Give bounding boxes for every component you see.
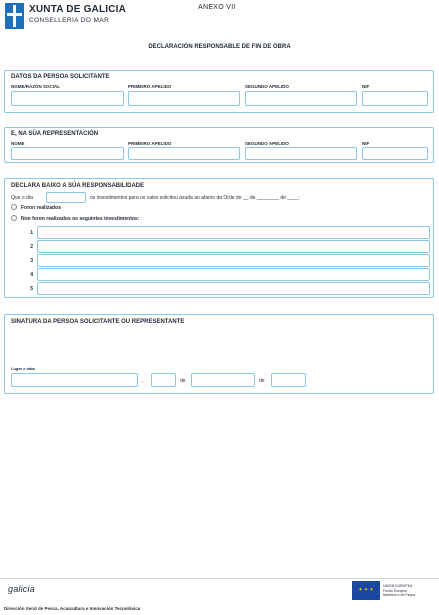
label-nome: NOME/RAZÓN SOCIAL [11,84,60,89]
eu-stars-icon: ✦ ✦ ✦ [358,587,374,593]
input-rep-segundo-apelido[interactable] [245,147,357,160]
text-que-o-dia: Que o día [11,195,33,201]
input-investment-2[interactable] [37,240,430,253]
section-title-solicitante: DATOS DA PERSOA SOLICITANTE [11,74,110,80]
text-comma: , [142,378,144,384]
annex-label: ANEXO VII [198,4,236,11]
label-nif: NIF [362,84,370,89]
input-segundo-apelido[interactable] [245,91,357,106]
section-title-declara: DECLARA BAIXO A SÚA RESPONSABILIDADE [11,183,145,189]
eu-text-line1: UNIÓN EUROPEA [383,584,413,588]
eu-text-line3: Marítimo e de Pesca [383,593,416,597]
row-number-1: 1 [30,230,33,236]
footer-divider [0,578,439,579]
section-representacion [4,127,434,163]
eu-text-line2: Fondo Europeo [383,588,408,593]
row-number-3: 3 [30,258,33,264]
label-rep-segundo-apelido: SEGUNDO APELIDO [245,141,289,146]
input-ano-sinatura[interactable] [271,373,306,387]
brand-title: XUNTA DE GALICIA [29,4,127,15]
label-segundo-apelido: SEGUNDO APELIDO [245,84,289,89]
row-number-2: 2 [30,244,33,250]
input-investment-5[interactable] [37,282,430,295]
label-foron-realizados: Foron realizados [21,205,62,211]
section-declara [4,178,434,298]
input-nome[interactable] [11,91,124,106]
input-investment-4[interactable] [37,268,430,281]
galicia-logo: galicia [8,584,35,594]
brand-subtitle: CONSELLERIA DO MAR [29,17,110,24]
label-rep-nome: NOME [11,141,25,146]
input-lugar[interactable] [11,373,138,387]
section-sinatura [4,314,434,394]
input-mes-sinatura[interactable] [191,373,255,387]
logo-cross-vertical [13,5,16,27]
text-declara-sentence: os investimentos para os cales solicitou axuda ao abeiro da Orde do __ de ________ de ____: [90,195,300,201]
eu-flag-icon [352,581,380,600]
input-dia[interactable] [46,192,86,203]
input-dia-sinatura[interactable] [151,373,176,387]
text-de-1: de [180,378,186,384]
row-number-5: 5 [30,286,33,292]
logo-cross-horizontal [7,13,22,16]
section-title-representacion: E, NA SÚA REPRESENTACIÓN [11,131,99,137]
radio-non-foron-realizados[interactable] [11,215,17,221]
section-title-sinatura: SINATURA DA PERSOA SOLICITANTE OU REPRESENTANTE [11,319,185,325]
input-nif[interactable] [362,91,428,106]
document-title: DECLARACIÓN RESPONSABLE DE FIN DE OBRA [148,44,291,50]
input-rep-nome[interactable] [11,147,124,160]
row-number-4: 4 [30,272,33,278]
input-rep-nif[interactable] [362,147,428,160]
footer-direccion: Dirección Xeral de Pesca, Acuicultura e Innovación Tecnolóxica [4,606,141,611]
label-lugar-data: Lugar e data [11,366,35,371]
input-primeiro-apelido[interactable] [128,91,240,106]
text-de-2: de [259,378,265,384]
eu-fund-text [383,584,415,598]
label-primeiro-apelido: PRIMEIRO APELIDO [128,84,172,89]
section-solicitante [4,70,434,113]
radio-foron-realizados[interactable] [11,204,17,210]
xunta-logo-icon [5,3,24,29]
label-non-foron-realizados: Non foron realizados os seguintes investimentos: [21,216,140,222]
label-rep-primeiro-apelido: PRIMEIRO APELIDO [128,141,172,146]
input-rep-primeiro-apelido[interactable] [128,147,240,160]
input-investment-1[interactable] [37,226,430,239]
input-investment-3[interactable] [37,254,430,267]
label-rep-nif: NIF [362,141,370,146]
